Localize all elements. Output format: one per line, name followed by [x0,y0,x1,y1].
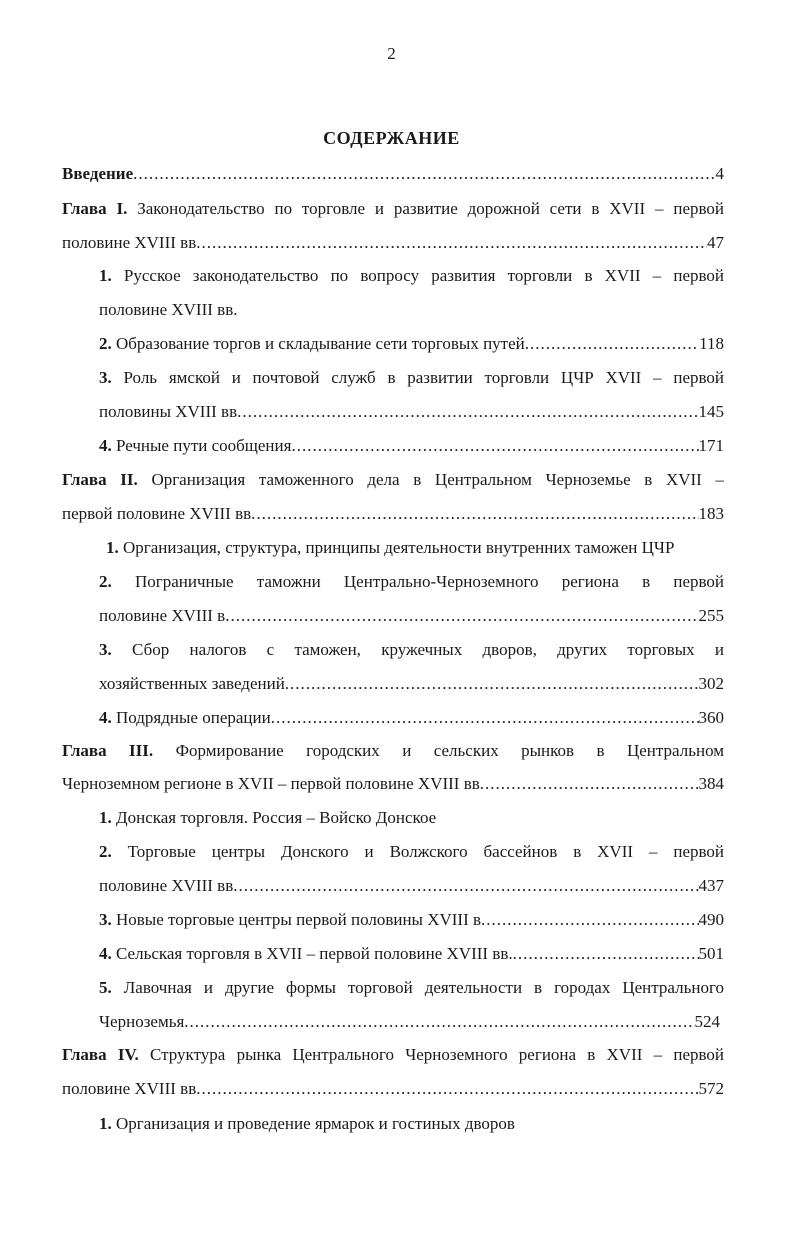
page-title: СОДЕРЖАНИЕ [323,128,460,148]
section-title: Подрядные операции [116,708,271,727]
toc-page-number: 47 [707,233,724,252]
toc-chapter-4-line2[interactable] [62,1077,724,1101]
section-number: 4. [99,708,112,727]
toc-entry-label: Введение [62,164,134,183]
toc-section-3-1[interactable] [99,806,724,830]
toc-page-number: 437 [698,876,724,895]
toc-section-3-4[interactable] [99,942,724,966]
toc-section-2-2-line1[interactable] [99,570,724,594]
dot-leader [525,332,699,356]
toc-section-3-2-line2[interactable] [99,874,724,898]
section-number: 1. [99,1114,112,1133]
toc-page-number: 384 [698,774,724,793]
section-number: 3. [99,910,112,929]
toc-page-number: 183 [698,504,724,523]
toc-section-1-1-line1[interactable] [99,264,724,288]
dot-leader [285,672,699,696]
chapter-prefix: Глава IV. [62,1045,139,1064]
toc-section-1-2[interactable] [99,332,724,356]
toc-section-3-2-line1[interactable] [99,840,724,864]
chapter-title: Законодательство по торговле и развитие дорожной сети в XVII – первой [137,199,724,218]
section-number: 1. [106,538,119,557]
section-number: 4. [99,436,112,455]
section-number: 4. [99,944,112,963]
toc-chapter-4-line1[interactable] [62,1043,724,1067]
chapter-title-cont: Черноземном регионе в XVII – первой половине XVIII вв [62,774,480,793]
dot-leader [481,908,698,932]
dot-leader [196,231,707,255]
toc-page-number: 360 [698,708,724,727]
toc-chapter-1-line2[interactable] [62,231,724,255]
toc-section-3-3[interactable] [99,908,724,932]
section-title: Лавочная и другие формы торговой деятельности в городах Центрального [123,978,724,997]
section-title: Роль ямской и почтовой служб в развитии торговли ЦЧР XVII – первой [123,368,724,387]
section-title-cont: половине XVIII вв. [99,300,238,319]
chapter-title-cont: первой половине XVIII вв [62,504,252,523]
chapter-title: Организация таможенного дела в Центральном Черноземье в XVII – [151,470,724,489]
chapter-title: Структура рынка Центрального Черноземного региона в XVII – первой [150,1045,724,1064]
toc-section-2-4[interactable] [99,706,724,730]
toc-section-1-3-line1[interactable] [99,366,724,390]
toc-section-1-3-line2[interactable] [99,400,724,424]
chapter-prefix: Глава I. [62,199,128,218]
section-title: Пограничные таможни Центрально-Черноземного региона в первой [134,572,724,591]
dot-leader [237,400,698,424]
section-title-cont: половины XVIII вв [99,402,238,421]
toc-page-number: 145 [698,402,724,421]
section-number: 2. [99,572,112,591]
chapter-title: Формирование городских и сельских рынков в Центральном [175,741,724,760]
toc-section-2-3-line1[interactable] [99,638,724,662]
section-title-cont: половине XVIII в [99,606,226,625]
toc-page-number: 4 [715,164,724,183]
toc-page-number: 490 [698,910,724,929]
section-title: Речные пути сообщения [116,436,292,455]
chapter-title-cont: половине XVIII вв [62,1079,197,1098]
section-number: 5. [99,978,112,997]
dot-leader [233,874,698,898]
toc-section-2-1[interactable] [106,536,724,560]
toc-chapter-1-line1[interactable] [62,197,724,221]
toc-page-number: 501 [698,944,724,963]
toc-page-number: 524 [694,1012,720,1031]
toc-section-1-4[interactable] [99,434,724,458]
section-title: Новые торговые центры первой половины XVIII в [116,910,482,929]
toc-section-2-2-line2[interactable] [99,604,724,628]
toc-page-number: 572 [698,1079,724,1098]
section-title: Русское законодательство по вопросу развития торговли в XVII – первой [123,266,724,285]
section-title: Организация и проведение ярмарок и гостиных дворов [116,1114,515,1133]
chapter-title-cont: половине XVIII вв [62,233,197,252]
page-number: 2 [387,44,396,63]
section-title: Сельская торговля в XVII – первой половине XVIII вв. [116,944,513,963]
toc-page-number: 118 [699,334,724,353]
section-title: Сбор налогов с таможен, кружечных дворов, других торговых и [132,640,724,659]
toc-chapter-2-line2[interactable] [62,502,724,526]
dot-leader [133,162,715,186]
section-number: 1. [99,266,112,285]
dot-leader [184,1010,694,1034]
section-title-cont: Черноземья [99,1012,185,1031]
dot-leader [480,772,699,796]
section-number: 2. [99,842,112,861]
dot-leader [225,604,698,628]
toc-section-3-5-line1[interactable] [99,976,724,1000]
toc-chapter-2-line1[interactable] [62,468,724,492]
toc-section-2-3-line2[interactable] [99,672,724,696]
chapter-prefix: Глава II. [62,470,138,489]
dot-leader [513,942,699,966]
dot-leader [291,434,698,458]
toc-chapter-3-line2[interactable] [62,772,724,796]
section-number: 3. [99,368,112,387]
section-number: 2. [99,334,112,353]
section-number: 3. [99,640,112,659]
toc-section-1-1-line2[interactable] [99,298,724,322]
chapter-prefix: Глава III. [62,741,154,760]
dot-leader [196,1077,698,1101]
dot-leader [251,502,698,526]
toc-page-number: 171 [698,436,724,455]
section-title: Торговые центры Донского и Волжского бассейнов в XVII – первой [127,842,724,861]
section-title-cont: половине XVIII вв [99,876,234,895]
dot-leader [271,706,699,730]
section-number: 1. [99,808,112,827]
section-title: Образование торгов и складывание сети торговых путей [116,334,525,353]
toc-section-3-5-line2[interactable] [99,1010,720,1034]
toc-page-number: 302 [698,674,724,693]
toc-entry-intro[interactable] [62,162,724,186]
section-title: Донская торговля. Россия – Войско Донское [116,808,437,827]
toc-chapter-3-line1[interactable] [62,739,724,763]
section-title: Организация, структура, принципы деятельности внутренних таможен ЦЧР [123,538,675,557]
toc-section-4-1[interactable] [99,1112,724,1136]
toc-page-number: 255 [698,606,724,625]
section-title-cont: хозяйственных заведений [99,674,285,693]
